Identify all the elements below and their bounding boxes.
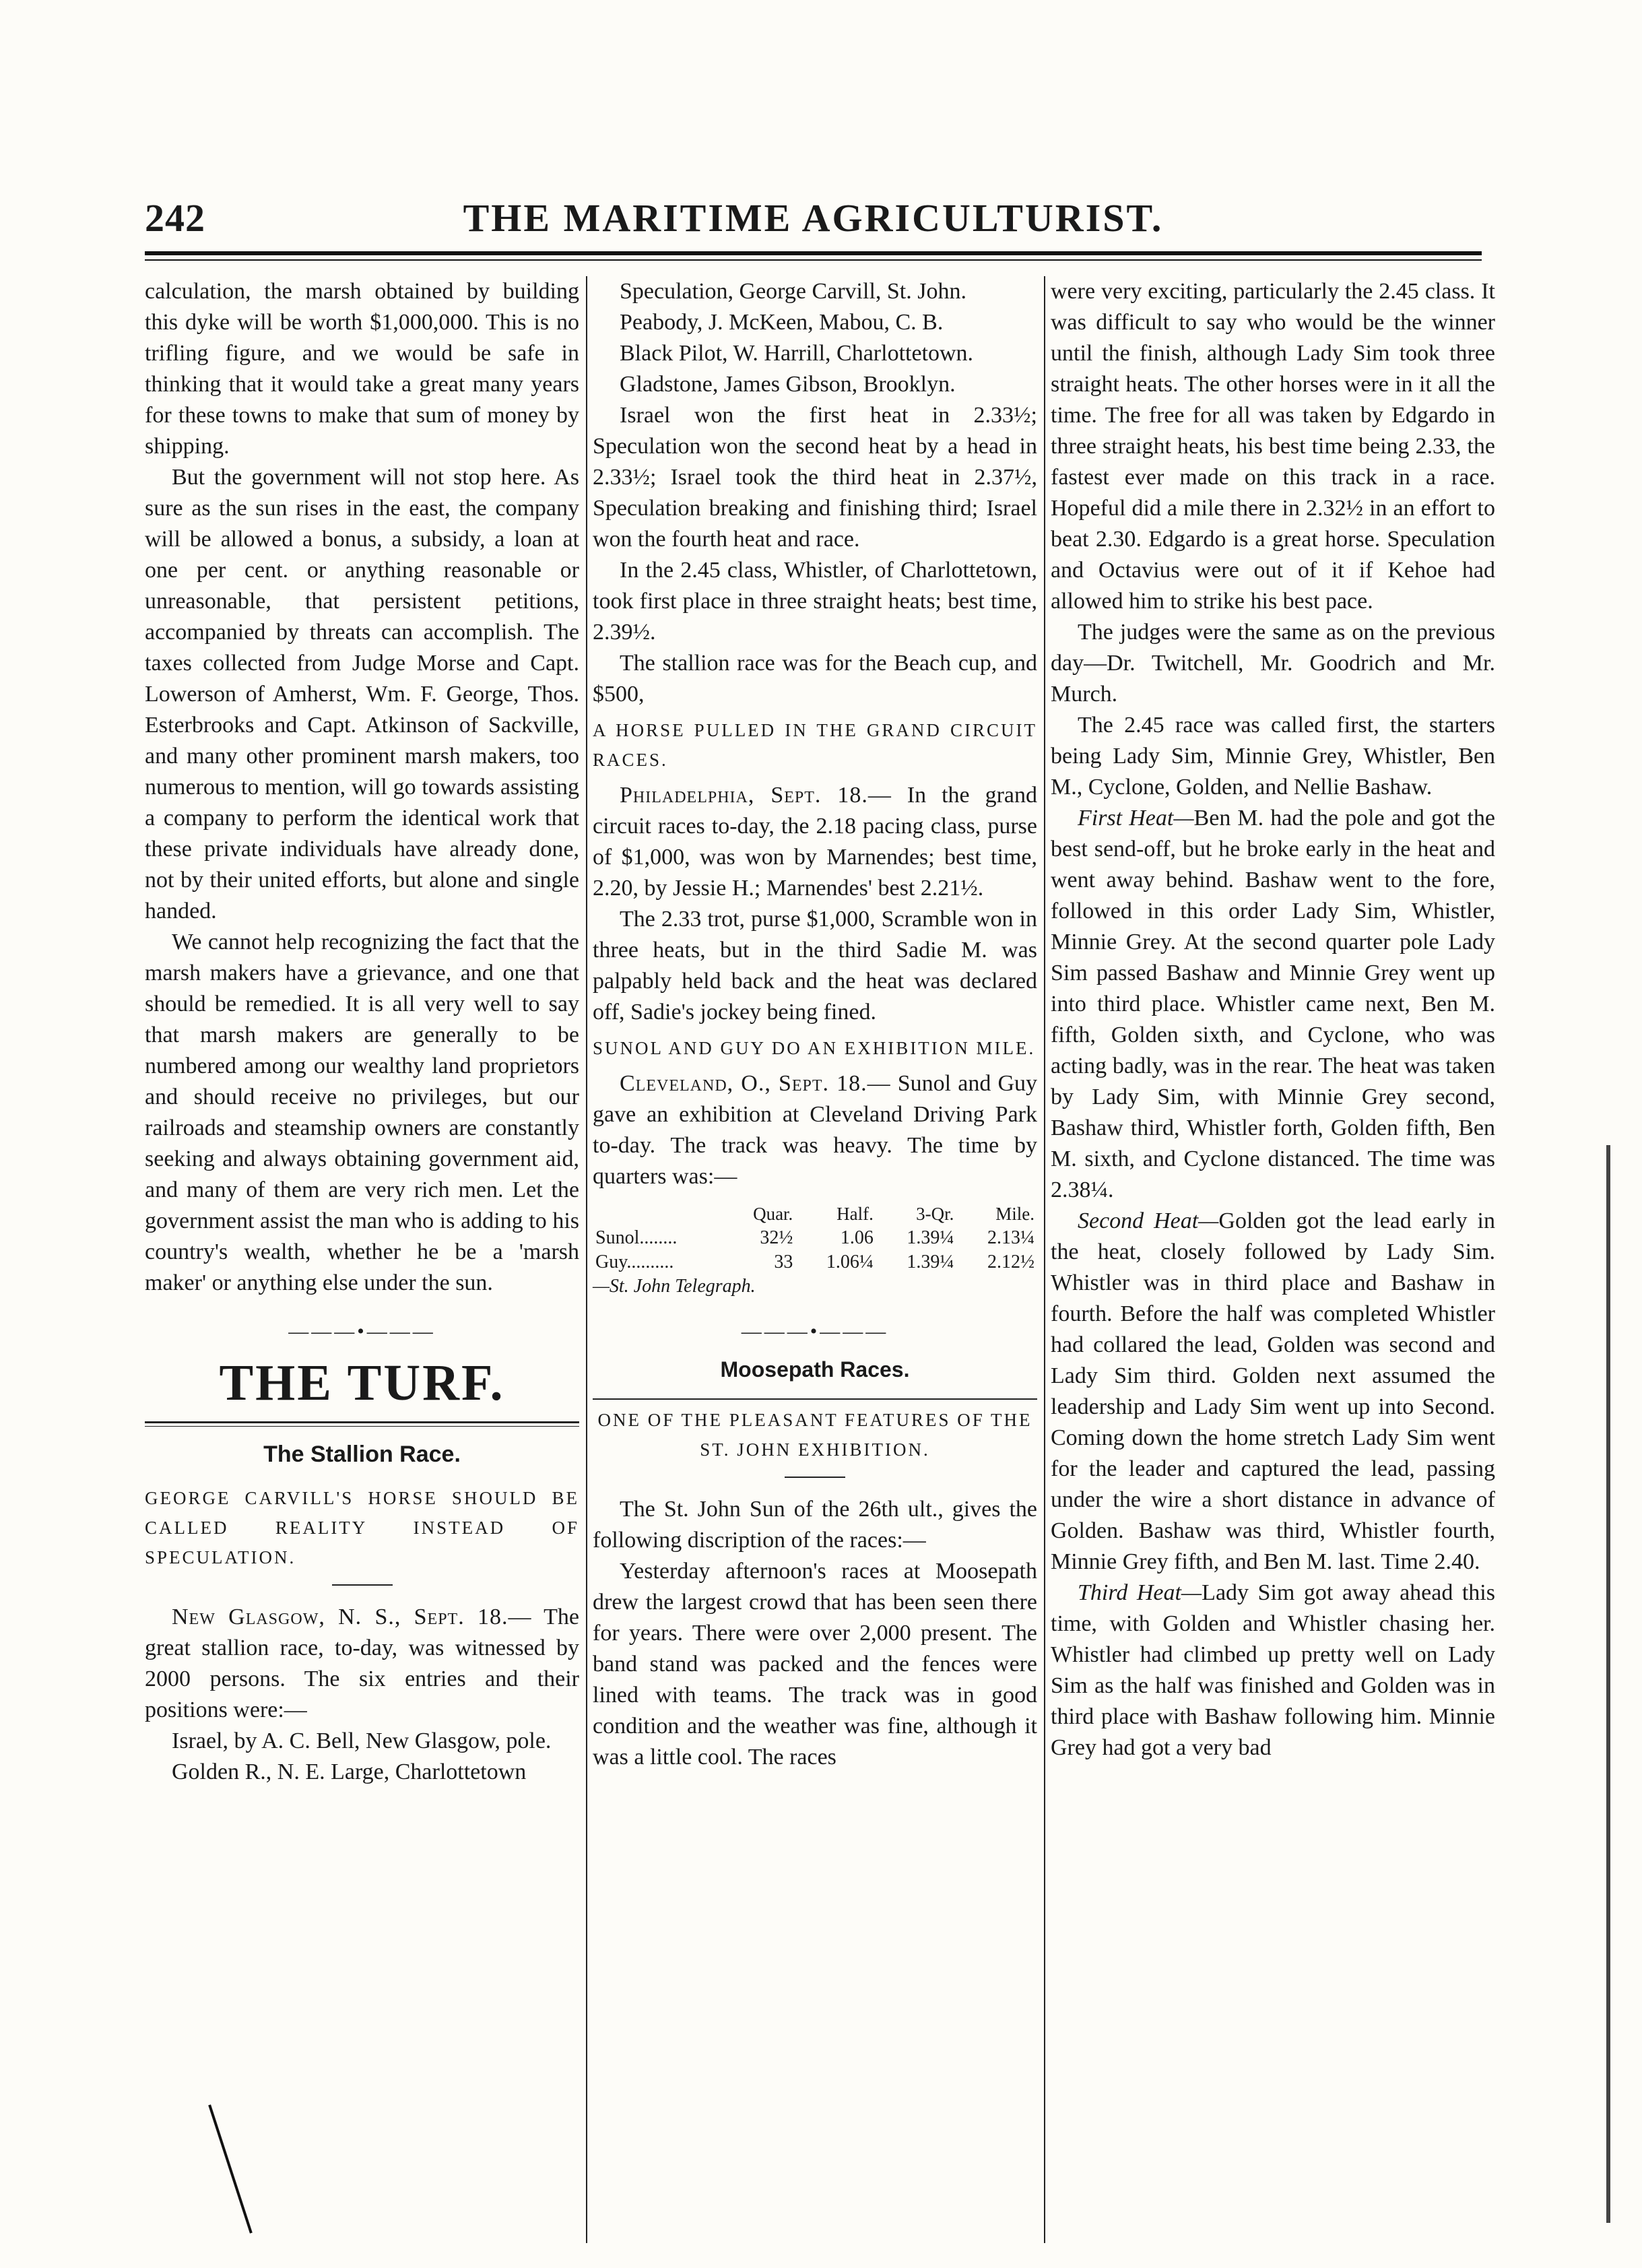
paragraph: But the government will not stop here. As sure as the sun rises in the east, the company will be allowed a bonus, a subsidy, a loan at one per cent. or anything reasonable or unreasonable, that persistent petitions, accompanied by threats can accomplish. The taxes collected from Judge Morse and Capt. Lowerson of Amherst, Wm. F. George, Thos. Esterbrooks and Capt. Atkinson of Sackville, and many other prominent marsh makers, too numerous to mention, will go towards assisting a company to perform the identical work that these private individuals have already done, not by their united efforts, but alone and single handed. xyxy=(145,465,579,924)
table-cell: 33 xyxy=(774,1252,793,1272)
paragraph-text: In the grand circuit races to-day, the 2.18 pacing class, purse of $1,000, was won by Marnendes; best time, 2.20, by Jessie H.; Marnendes' best 2.21½. xyxy=(593,783,1037,901)
dateline: Philadelphia, Sept. 18.— xyxy=(620,783,892,808)
paragraph-text: Ben M. had the pole and got the best send-off, but he broke early in the heat and went away behind. Bashaw went to the fore, followed in this order Lady Sim, Whistler, Minnie Grey. At the second quarter pole Lady Sim passed Bashaw and Minnie Grey went up into third place. Whistler came next, Ben M. fifth, Golden sixth, and Cyclone, who was acting badly, was in the rear. The heat was taken by Lady Sim, with Minnie Grey second, Bashaw third, Whistler forth, Golden fifth, Ben M. sixth, and Cyclone distanced. The time was 2.38¼. xyxy=(1051,806,1495,1202)
article-subhead: GEORGE CARVILL'S HORSE SHOULD BE CALLED REALITY INSTEAD OF SPECULATION. xyxy=(145,1488,579,1567)
entry-item: Speculation, George Carvill, St. John. xyxy=(620,279,966,304)
table-cell: Guy.......... xyxy=(595,1252,674,1272)
dateline: Cleveland, O., Sept. 18.— xyxy=(620,1071,891,1096)
table-row xyxy=(593,1226,1037,1250)
column-divider xyxy=(586,276,587,2243)
paragraph xyxy=(1051,803,1495,1206)
section-ornament: ———•——— xyxy=(288,1320,436,1342)
paragraph xyxy=(593,1068,1037,1192)
table-cell: 1.06¼ xyxy=(826,1252,874,1272)
entry-item: Peabody, J. McKeen, Mabou, C. B. xyxy=(620,310,944,335)
paragraph: The 2.33 trot, purse $1,000, Scramble won in three heats, but in the third Sadie M. was palpably held back and the heat was declared off, Sadie's jockey being fined. xyxy=(593,907,1037,1025)
column-right xyxy=(1051,276,1495,2241)
table-cell: 32½ xyxy=(760,1227,793,1248)
paragraph: The St. John Sun of the 26th ult., gives the following discription of the races:— xyxy=(593,1497,1037,1553)
table-header: 3-Qr. xyxy=(916,1204,954,1224)
column-divider xyxy=(1044,276,1045,2243)
article-subhead: SUNOL AND GUY DO AN EXHIBITION MILE. xyxy=(593,1038,1036,1058)
heat-heading: First Heat— xyxy=(1078,806,1194,831)
paragraph xyxy=(1051,1578,1495,1763)
paragraph xyxy=(593,780,1037,904)
table-header: Half. xyxy=(836,1204,874,1224)
paragraph xyxy=(1051,1206,1495,1578)
paragraph: calculation, the marsh obtained by building this dyke will be worth $1,000,000. This is no trifling figure, and we would be safe in thinking that it would take a great many years for these towns to make that sum of money by shipping. xyxy=(145,279,579,459)
table-cell: 2.12½ xyxy=(987,1252,1035,1272)
article-subhead: A HORSE PULLED IN THE GRAND CIRCUIT RACES. xyxy=(593,720,1037,770)
paragraph xyxy=(145,1602,579,1726)
paragraph-text: Golden got the lead early in the heat, closely followed by Lady Sim. Whistler was in third place and Bashaw in fourth. Before the half was completed Whistler had collared the lead, Golden was second and Lady Sim third. Golden next assumed the leadership and Lady Sim went up into Second. Coming down the home stretch Lady Sim went for the leader and captured the lead, passing under the wire a short distance in advance of Golden. Bashaw was third, Whistler fourth, Minnie Grey fifth, and Ben M. last. Time 2.40. xyxy=(1051,1208,1495,1574)
entry-item: Gladstone, James Gibson, Brooklyn. xyxy=(620,372,956,397)
section-title: THE TURF. xyxy=(219,1355,505,1411)
table-header: Quar. xyxy=(753,1204,793,1224)
entry-item: Israel, by A. C. Bell, New Glasgow, pole. xyxy=(172,1728,552,1753)
paragraph: Yesterday afternoon's races at Moosepath drew the largest crowd that has been seen there for years. There were over 2,000 present. The band stand was packed and the fences were lined with teams. The track was in good condition and the weather was fine, although it was a little cool. The races xyxy=(593,1559,1037,1770)
source-credit: —St. John Telegraph. xyxy=(593,1276,756,1297)
header-rule-thin xyxy=(145,259,1482,261)
entry-item: Black Pilot, W. Harrill, Charlottetown. xyxy=(620,341,974,366)
section-rule xyxy=(145,1421,579,1427)
paragraph: We cannot help recognizing the fact that the marsh makers have a grievance, and one that should be remedied. It is all very well to say that marsh makers are generally to be numbered among our wealthy land proprietors and should receive no privileges, but our railroads and steamship owners are constantly seeking and always obtaining government aid, and many of them are very rich men. Let the government assist the man who is adding to his country's wealth, whether he be a 'marsh maker' or anything else under the sun. xyxy=(145,930,579,1295)
table-cell: 2.13¼ xyxy=(987,1227,1035,1248)
column-middle xyxy=(593,276,1037,2241)
journal-title: THE MARITIME AGRICULTURIST. xyxy=(463,196,1164,240)
page-header xyxy=(145,195,1482,242)
scan-mark xyxy=(1606,1145,1610,2223)
heat-heading: Second Heat— xyxy=(1078,1208,1219,1233)
paragraph: were very exciting, particularly the 2.45 class. It was difficult to say who would be the winner until the finish, although Lady Sim took three straight heats. The other horses were in it all the time. The free for all was taken by Edgardo in three straight heats, his best time being 2.33, the fastest ever made on this track in a race. Hopeful did a mile there in 2.32½ in an effort to beat 2.30. Edgardo is a great horse. Speculation and Octavius were out of it if Kehoe had allowed him to strike his best pace. xyxy=(1051,279,1495,614)
section-ornament: ———•——— xyxy=(741,1320,889,1342)
paragraph: The stallion race was for the Beach cup, and $500, xyxy=(593,651,1037,707)
heat-heading: Third Heat— xyxy=(1078,1580,1202,1605)
paragraph-text: The great stallion race, to-day, was witnessed by 2000 persons. The six entries and their positions were:— xyxy=(145,1605,580,1722)
paragraph: Israel won the first heat in 2.33½; Speculation won the second heat by a head in 2.33½; Israel took the third heat in 2.37½, Speculation breaking and finishing third; Israel won the fourth heat and race. xyxy=(593,403,1037,552)
dateline: New Glasgow, N. S., Sept. 18.— xyxy=(172,1605,532,1629)
header-rule-thick xyxy=(145,251,1482,255)
article-title: The Stallion Race. xyxy=(263,1441,461,1467)
paragraph: The 2.45 race was called first, the starters being Lady Sim, Minnie Grey, Whistler, Ben M., Cyclone, Golden, and Nellie Bashaw. xyxy=(1051,713,1495,800)
article-rule xyxy=(593,1398,1037,1400)
column-left xyxy=(145,276,579,2241)
table-cell: Sunol........ xyxy=(595,1227,678,1248)
article-title: Moosepath Races. xyxy=(720,1357,910,1382)
table-row xyxy=(593,1250,1037,1274)
page-number: 242 xyxy=(145,196,205,240)
entry-item: Golden R., N. E. Large, Charlottetown xyxy=(172,1759,527,1784)
table-header: Mile. xyxy=(995,1204,1035,1224)
time-by-quarters-table xyxy=(593,1202,1037,1299)
paragraph-text: Sunol and Guy gave an exhibition at Cleveland Driving Park to-day. The track was heavy. The time by quarters was:— xyxy=(593,1071,1038,1189)
article-subhead: ONE OF THE PLEASANT FEATURES OF THE ST. JOHN EXHIBITION. xyxy=(597,1410,1032,1460)
table-cell: 1.39¼ xyxy=(907,1227,954,1248)
paragraph: The judges were the same as on the previous day—Dr. Twitchell, Mr. Goodrich and Mr. Murch. xyxy=(1051,620,1495,707)
table-cell: 1.39¼ xyxy=(907,1252,954,1272)
table-header xyxy=(593,1202,726,1226)
paragraph-text: Lady Sim got away ahead this time, with Golden and Whistler chasing her. Whistler had climbed up pretty well on Lady Sim as the half was finished and Golden was in third place with Bashaw following him. Minnie Grey had got a very bad xyxy=(1051,1580,1495,1760)
paragraph: In the 2.45 class, Whistler, of Charlottetown, took first place in three straight heats; best time, 2.39½. xyxy=(593,558,1037,645)
table-cell: 1.06 xyxy=(840,1227,874,1248)
short-rule xyxy=(785,1477,845,1478)
short-rule xyxy=(332,1584,393,1586)
